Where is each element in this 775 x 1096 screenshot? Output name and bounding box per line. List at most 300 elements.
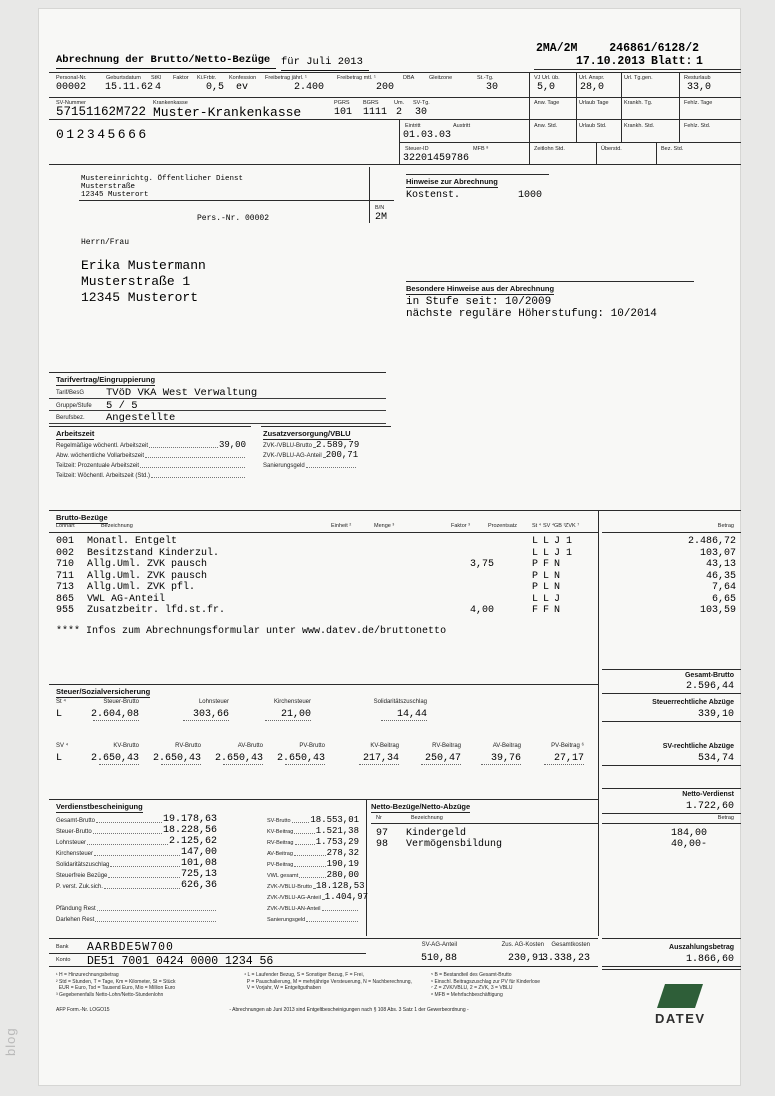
row-value: 1.753,29 [315,837,359,847]
field-label-url-tg-gen: Url. Tg.gen. [624,75,653,81]
section-title-steuer-sv: Steuer/Sozialversicherung [56,687,151,696]
table-row [261,825,361,836]
row-value: 725,13 [180,869,217,880]
row-value: 1.521,38 [315,826,359,836]
dotted-leader [145,457,245,458]
dotted-leader [151,477,245,478]
divider [49,799,598,800]
table-row [261,858,361,869]
cell-sv: L [543,536,550,547]
footnote-line: ³ Gegebenenfalls Netto-Lohn/Netto-Stundenlohn [56,991,164,998]
dotted-rule [99,764,139,765]
table-row [49,836,219,847]
table-row [56,548,736,560]
table-row [49,399,386,412]
field-label-anw-std: Anw. Std. [534,123,558,129]
field-label-url-anspr: Url. Anspr. [579,75,605,81]
dotted-rule [223,764,263,765]
bank-label: Bank [56,944,69,950]
zus-ag-kosten-label: Zus. AG-Kosten [501,942,544,948]
zusatzversorgung-table [261,440,359,470]
divider [602,532,741,533]
dotted-leader [292,822,310,823]
cell-betrag: 184,00 [670,827,707,839]
kostenstelle-label: Kostenst. [406,190,461,201]
billing-period: für Juli 2013 [281,56,369,71]
dotted-rule [183,720,229,721]
field-value-eintritt: 01.03.03 [403,130,452,141]
cell-betrag: 43,13 [705,559,736,570]
field-value-geburtsdatum: 15.11.62 [105,82,154,93]
divider [49,684,598,685]
employer-address-line: Musterstraße [81,183,136,191]
cell-sv: F [543,605,550,616]
row-label: Abw. wöchentliche Vollarbeitszeit [56,452,145,459]
row-label: Teilzeit: Prozentuale Arbeitszeit [56,462,140,469]
footnotes-col3 [431,972,631,998]
field-label-eintritt: Eintritt [405,123,421,129]
row-label: RV-Beitrag [267,840,294,847]
divider [371,823,598,824]
section-title-netto-bezuege: Netto-Bezüge/Netto-Abzüge [371,802,471,811]
col-header-av-beitrag: AV-Beitrag [492,743,521,749]
cell-bezeichnung: Allg.Uml. ZVK pausch [87,559,208,570]
col-header-solidaritaetszuschlag: Solidaritätszuschlag [373,699,427,705]
cell-sv: L [543,547,550,559]
cell-sv: L [543,593,550,605]
cell-betrag: 103,59 [699,605,736,616]
divider [602,669,741,670]
datev-logo-shape [657,984,703,1008]
field-value-stkl: 4 [155,82,162,93]
dotted-leader [96,822,162,823]
row-label: Darlehen Rest [56,916,95,923]
field-label-freibetrag-jaehrl: Freibetrag jährl. ¹ [265,75,307,81]
field-label-dba: DBA [403,75,415,81]
row-label: ZVK-/VBLU-AG-Anteil [263,452,322,459]
sheet-number-label: Blatt: [651,55,693,68]
legal-note: - Abrechnungen ab Juni 2013 sind Entgeltbescheinigungen nach § 108 Abs. 3 Satz 1 der Gewerbeordnung - [229,1007,469,1013]
row-value: 280,00 [326,870,359,880]
divider [49,953,366,954]
table-row [49,450,249,460]
cell-bezeichnung: Zusatzbeitr. lfd.st.fr. [87,605,226,616]
divider [602,788,741,789]
section-title-brutto-bezuege: Brutto-Bezüge [56,513,108,522]
cell-zvk: 1 [566,547,573,559]
field-label-geburtsdatum: Geburtsdatum [106,75,141,81]
section-title-arbeitszeit: Arbeitszeit [56,429,95,438]
row-label: Solidaritätszuschlag [56,861,110,868]
footnote-line: ⁵ B = Bestandteil des Gesamt-Brutto [431,972,512,978]
field-label-ueberstd: Überstd. [601,146,622,152]
value-kirchensteuer: 21,00 [280,709,311,720]
gesamt-brutto-label: Gesamt-Brutto [684,672,734,679]
dotted-leader [306,467,356,468]
kostenstelle-value: 1000 [518,190,543,201]
divider [406,174,549,175]
row-value: 19.178,63 [162,814,217,825]
table-row [56,594,736,606]
divider [534,69,741,70]
row-value: 626,36 [180,880,217,891]
col-header-lohnsteuer: Lohnsteuer [198,699,229,705]
steuer-abzuege-value: 339,10 [697,709,734,720]
row-label: Steuer-Brutto [56,828,92,835]
auszahlungsbetrag-label: Auszahlungsbetrag [669,944,734,951]
table-row [261,880,365,891]
field-label-ki-frbtr: Ki.Frbtr. [197,75,217,81]
footnote-line: ⁶ Einschl. Beitragszuschlag zur PV für Kinderlose [431,978,541,985]
field-label-krankenkasse: Krankenkasse [153,100,188,106]
footnote-line: ² Std = Stunden, T = Tage, Km = Kilometer, St = Stück [56,978,176,985]
netto-bezuege-table [371,827,707,850]
field-label-stkl: StKl [151,75,162,81]
cell-st: L [532,536,539,547]
row-label: Tarif/BesG [56,390,85,396]
verdienst-col2 [261,814,369,924]
field-label-zeitlohn-std: Zeitlohn Std. [534,146,565,152]
bn-label: B/N [375,205,385,211]
cell-lohnart: 955 [56,605,75,616]
row-value: 2.125,62 [168,836,217,847]
datev-logo-wordmark: DATEV [655,1011,706,1026]
col-header-pv-beitrag: PV-Beitrag ⁶ [551,743,584,749]
cell-lohnart: 865 [56,593,75,605]
dotted-leader [295,844,315,845]
cell-sv: F [543,559,550,570]
tarif-table [49,386,386,424]
row-label: SV-Brutto [267,818,291,825]
cell-lohnart: 710 [56,559,75,570]
row-value: Angestellte [106,412,176,425]
cell-betrag: 40,00- [670,839,707,850]
row-value: 18.228,56 [162,825,217,836]
divider [261,426,391,427]
table-row [49,411,386,424]
dotted-leader [149,447,218,448]
row-label: Kirchensteuer [56,850,94,857]
divider [596,142,597,164]
field-label-sv-nummer: SV-Nummer [56,100,86,106]
value-rv-beitrag: 250,47 [424,753,461,764]
field-value-pgrs: 101 [334,107,353,118]
auszahlungsbetrag-value: 1.866,60 [685,954,734,965]
mandant-code: 2MA/2M [536,42,578,55]
divider [49,426,251,427]
col-header-gb: GB ⁵ [554,523,566,529]
row-label: AV-Beitrag [267,851,293,858]
field-label-sv-tg: SV-Tg. [413,100,430,106]
sv-ag-anteil-value: 510,88 [420,953,457,964]
row-label: Gesamt-Brutto [56,817,96,824]
divider [366,799,367,936]
field-label-konfession: Konfession [229,75,257,81]
recipient-city: 12345 Musterort [81,290,199,305]
dotted-rule [285,764,325,765]
col-header-kirchensteuer: Kirchensteuer [273,699,311,705]
dotted-leader [108,877,180,878]
dotted-leader [97,910,216,911]
col-header-nr: Nr [376,815,382,821]
value-av-brutto: 2.650,43 [214,753,263,764]
col-header-menge: Menge ³ [374,523,395,529]
dotted-leader [94,855,180,856]
table-row [261,891,369,902]
row-label: KV-Beitrag [267,829,294,836]
field-label-bgrs: BGRS [363,100,379,106]
gesamtkosten-label: Gesamtkosten [551,942,590,948]
dotted-leader [104,888,180,889]
cell-st: L [532,547,539,559]
dotted-rule [544,764,584,765]
dotted-rule [381,720,427,721]
table-row [49,880,219,891]
field-value-bgrs: 1111 [363,107,388,118]
table-row [49,386,386,399]
row-value: 1.404,97 [324,892,369,902]
consultant-number: 246861/6128/2 [609,42,699,55]
netto-verdienst-value: 1.722,60 [685,801,734,812]
besondere-hinweise-line: in Stufe seit: 10/2009 [406,296,552,308]
cell-st: P [532,559,539,570]
recipient-name: Erika Mustermann [81,258,206,273]
col-header-av-brutto: AV-Brutto [237,743,263,749]
divider [49,97,741,98]
sv-abzuege-label: SV-rechtliche Abzüge [662,743,734,750]
blog-watermark: blog [3,1027,18,1056]
divider [49,510,741,511]
konto-value: DE51 7001 0424 0000 1234 56 [87,955,274,968]
field-label-personal-nr: Personal-Nr. [56,75,87,81]
value-av-beitrag: 39,76 [490,753,521,764]
col-header-steuer-brutto: Steuer-Brutto [103,699,139,705]
field-value-betriebsnummer: 012345666 [56,127,149,142]
field-value-vj-url-ueb: 5,0 [537,82,556,93]
field-value-steuer-id: 32201459786 [403,153,470,164]
row-label: P. verst. Zuk.sich. [56,883,103,890]
sv-ag-anteil-label: SV-AG-Anteil [421,942,457,948]
table-row [261,450,359,460]
row-value: TVöD VKA West Verwaltung [106,387,258,399]
row-label: ZVK-/VBLU-AG-Anteil [267,895,321,902]
table-row [56,559,736,571]
col-header-st: St ⁴ [56,699,66,705]
row-label: Lohnsteuer [56,839,87,846]
divider [602,823,741,824]
dotted-leader [322,910,359,911]
table-row [49,440,249,450]
field-label-vj-url-ueb: VJ Url. üb. [534,75,560,81]
table-row [49,858,219,869]
cell-gb: N [554,582,561,593]
value-kv-brutto: 2.650,43 [90,753,139,764]
col-header-rv-brutto: RV-Brutto [175,743,201,749]
table-row [56,571,736,583]
field-label-anw-tage: Anw. Tage [534,100,560,106]
field-label-fehlz-tage: Fehlz. Tage [684,100,713,106]
field-value-freibetrag-mtl: 200 [375,82,394,93]
footnote-line: ¹ H = Hinzurechnungsbetrag [56,972,119,978]
row-label: PV-Beitrag [267,862,294,869]
dotted-leader [313,888,315,889]
cell-bezeichnung: Besitzstand Kinderzul. [87,547,220,559]
field-value-konfession: ev [236,82,249,93]
field-label-bez-std: Bez. Std. [661,146,684,152]
steuer-abzuege-label: Steuerrechtliche Abzüge [652,699,734,706]
cell-lohnart: 713 [56,582,75,593]
field-label-mfb: MFB ⁸ [473,146,489,152]
divider [369,167,370,223]
cell-sv: L [543,582,550,593]
cell-lohnart: 002 [56,547,75,559]
divider [621,72,622,142]
table-row [261,836,361,847]
row-value: 18.128,53 [315,881,365,891]
col-header-bezeichnung: Bezeichnung [411,815,443,821]
netto-verdienst-label: Netto-Verdienst [682,791,734,798]
field-value-um: 2 [396,107,403,118]
cell-st: P [532,582,539,593]
dotted-leader [299,877,325,878]
table-row [56,536,736,548]
row-label: Teilzeit: Wöchentl. Arbeitszeit (Std.) [56,472,151,479]
divider [529,72,530,164]
cell-betrag: 2.486,72 [687,536,736,547]
cell-lohnart: 001 [56,536,75,547]
personnel-number-line: Pers.-Nr. 00002 [197,214,270,223]
col-header-faktor: Faktor ³ [451,523,470,529]
table-row [261,913,361,924]
table-row [261,902,361,913]
divider [576,72,577,142]
dotted-leader [313,447,315,448]
divider [602,813,741,814]
row-value: 18.553,01 [310,815,359,825]
value-steuer-brutto: 2.604,08 [90,709,139,720]
footnotes-col2 [244,972,430,992]
dotted-rule [93,720,139,721]
row-value: 101,08 [180,858,217,869]
field-value-url-anspr: 28,0 [580,82,605,93]
table-row [49,902,219,913]
section-title-verdienstbescheinigung: Verdienstbescheinigung [56,802,143,811]
value-rv-brutto: 2.650,43 [152,753,201,764]
cell-gb: J [554,593,561,605]
row-label: Sanierungsgeld [263,462,305,469]
section-title-tarifvertrag: Tarifvertrag/Eingruppierung [56,375,156,384]
cell-bezeichnung: Monatl. Entgelt [87,536,178,547]
divider [656,142,657,164]
col-header-pv-brutto: PV-Brutto [299,743,325,749]
table-row [49,470,249,480]
footnote-line: P = Pauschalierung, M = mehrjährige Versteuerung, N = Nachberechnung, [244,978,412,985]
cell-nr: 98 [376,839,389,850]
cell-gb: N [554,570,561,582]
employer-address-line: Mustereinrichtg. Öffentlicher Dienst [81,175,244,183]
field-label-freibetrag-mtl: Freibetrag mtl. ¹ [337,75,376,81]
dotted-leader [93,833,162,834]
row-value: 147,00 [180,847,217,858]
col-header-st: St ⁴ [532,523,542,529]
table-row [261,440,359,450]
cell-bezeichnung: Vermögensbildung [406,839,503,850]
gesamtkosten-value: 3.338,23 [541,953,590,964]
divider [602,721,741,722]
col-header-betrag: Betrag [717,815,734,821]
value-sv-kennzeichen: L [56,753,63,764]
field-label-krankh-std: Krankh. Std. [624,123,655,129]
sv-abzuege-value: 534,74 [697,753,734,764]
field-value-resturlaub: 33,0 [687,82,712,93]
divider [49,966,598,967]
divider [602,693,741,694]
dotted-rule [265,720,311,721]
info-line: **** Infos zum Abrechnungsformular unter www.datev.de/bruttonetto [56,626,447,637]
value-solidaritaetszuschlag: 14,44 [396,709,427,720]
field-label-gleitzone: Gleitzone [429,75,453,81]
table-row [56,582,736,594]
table-row [49,847,219,858]
footnote-line: V = Vorjahr, W = Entgeltguthaben [244,985,321,991]
cell-prozentsatz: 3,75 [469,559,494,570]
dotted-leader [322,899,324,900]
field-value-krankenkasse: Muster-Krankenkasse [153,105,302,120]
col-header-sv: SV ⁴ [543,523,555,529]
field-label-st-tg: St.-Tg. [477,75,494,81]
cell-gb: J [554,536,561,547]
bn-value: 2M [375,212,388,223]
field-label-um: Um. [394,100,405,106]
row-label: Regelmäßige wöchentl. Arbeitszeit [56,442,149,449]
value-st-kennzeichen: L [56,709,63,720]
cell-st: L [532,593,539,605]
form-number: AFP Form.-Nr. LOGO15 [56,1007,110,1013]
row-label: ZVK-/VBLU-Brutto [263,442,313,449]
cell-betrag: 7,64 [711,582,736,593]
row-label: Gruppe/Stufe [56,402,92,409]
divider [679,72,680,142]
footnote-line: EUR = Euro, Tsd = Tausend Euro, Mio = Million Euro [56,985,176,991]
cell-bezeichnung: VWL AG-Anteil [87,593,166,605]
field-value-ki-frbtr: 0,5 [206,82,225,93]
divider [406,281,694,282]
footnote-line: ⁷ Z = ZVK/VBLU, 2 = ZVK, 3 = VBLU [431,985,513,991]
cell-gb: J [554,547,561,559]
recipient-street: Musterstraße 1 [81,274,191,289]
row-value: 2.589,79 [316,440,360,450]
value-pv-beitrag: 27,17 [553,753,584,764]
cell-betrag: 46,35 [705,570,736,582]
footnote-line: ⁸ MFB = Mehrfachbeschäftigung [431,991,503,998]
value-kv-beitrag: 217,34 [362,753,399,764]
besondere-hinweise-line: nächste reguläre Höherstufung: 10/2014 [406,308,657,320]
col-header-zvk: ZVK ⁷ [565,523,580,529]
dotted-leader [294,833,314,834]
table-row [261,869,361,880]
row-label: Steuerfreie Bezüge [56,872,108,879]
field-label-urlaub-std: Urlaub Std. [579,123,607,129]
row-label: ZVK-/VBLU-Brutto [267,884,312,891]
sheet-number: 1 [696,55,703,68]
dotted-rule [161,764,201,765]
col-header-rv-beitrag: RV-Beitrag [432,743,461,749]
table-row [49,869,219,880]
dotted-leader [294,855,326,856]
cell-lohnart: 711 [56,570,75,582]
col-header-prozentsatz: Prozentsatz [488,523,518,529]
cell-st: P [532,570,539,582]
